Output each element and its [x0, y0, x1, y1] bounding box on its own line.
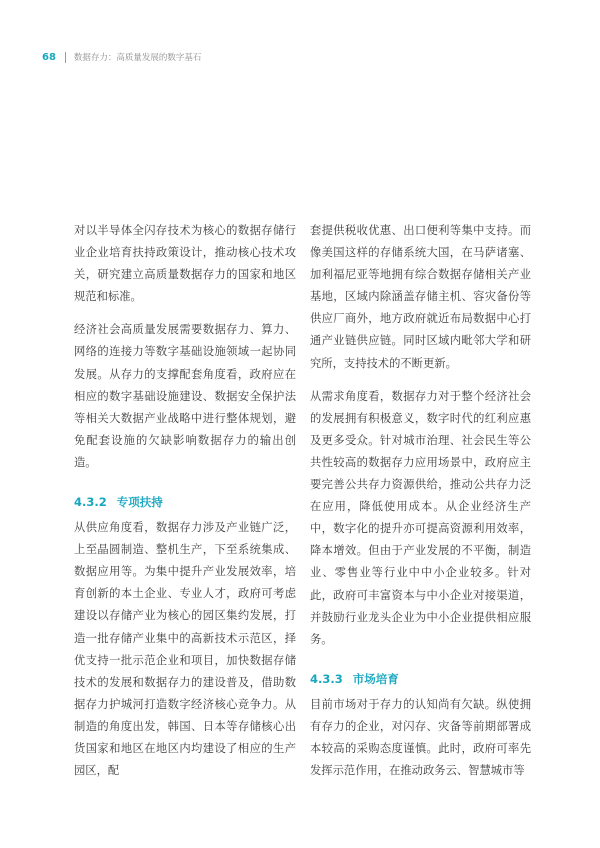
- paragraph: 从供应角度看，数据存力涉及产业链广泛，上至晶圆制造、整机生产，下至系统集成、数据应用等。为集中提升产业发展效率，培育创新的本土企业、专业人才，政府可考虑建设以存储产业为核心的园区集约发展，打造一批存储产业集中的高新技术示范区，择优支持一批示范企业和项目，加快数据存储技术的发展和数据存力的建设普及，借助数据存力护城河打造数字经济核心竞争力。从制造的角度出发，韩国、日本等存储核心出货国家和地区在地区内均建设了相应的生产园区，配: [74, 521, 296, 778]
- paragraph: 从需求角度看，数据存力对于整个经济社会的发展拥有积极意义，数字时代的红利应惠及更多受众。针对城市治理、社会民生等公共性较高的数据存力应用场景中，政府应主要完善公共存力资源供给，推动公共存力泛在应用，降低使用成本。从企业经济生产中，数字化的提升亦可提高资源利用效率，降本增效。但由于产业发展的不平衡，制造业、零售业等行业中中小企业较多。针对此，政府可丰富资本与中小企业对接渠道，并鼓励行业龙头企业为中小企业提供相应服务。: [310, 389, 531, 646]
- section-number: 4.3.3: [310, 671, 343, 686]
- header-divider: [65, 52, 66, 63]
- section-title: 市场培育: [352, 671, 399, 686]
- paragraph: 套提供税收优惠、出口便利等集中支持。而像美国这样的存储系统大国，在马萨诸塞、加利福尼亚等地拥有综合数据存储相关产业基地，区域内除涵盖存储主机、容灾备份等供应厂商外，地方政府就近布局数据中心打通产业链供应链。同时区域内毗邻大学和研究所，支持技术的不断更新。: [310, 224, 531, 370]
- section-heading: [310, 671, 531, 687]
- paragraph: 经济社会高质量发展需要数据存力、算力、网络的连接力等数字基础设施领域一起协同发展。从存力的支撑配套角度看，政府应在相应的数字基础设施建设、数据安全保护法等相关大数据产业战略中进行整体规划，避免配套设施的欠缺影响数据存力的输出创造。: [74, 323, 296, 469]
- page-header: [42, 50, 201, 64]
- right-column: [310, 220, 531, 782]
- left-column: [74, 220, 296, 782]
- section-number: 4.3.2: [74, 495, 107, 510]
- section-title: 专项扶持: [116, 495, 163, 510]
- running-title: 数据存力：高质量发展的数字基石: [73, 53, 202, 63]
- page-number: 68: [42, 51, 56, 63]
- section-heading: [74, 494, 296, 510]
- paragraph: 目前市场对于存力的认知尚有欠缺。纵使拥有存力的企业，对闪存、灾备等前期部署成本较高的采购态度谨慎。此时，政府可率先发挥示范作用，在推动政务云、智慧城市等: [310, 697, 531, 778]
- paragraph: 对以半导体全闪存技术为核心的数据存储行业企业培育扶持政策设计，推动核心技术攻关，研究建立高质量数据存力的国家和地区规范和标准。: [74, 224, 296, 304]
